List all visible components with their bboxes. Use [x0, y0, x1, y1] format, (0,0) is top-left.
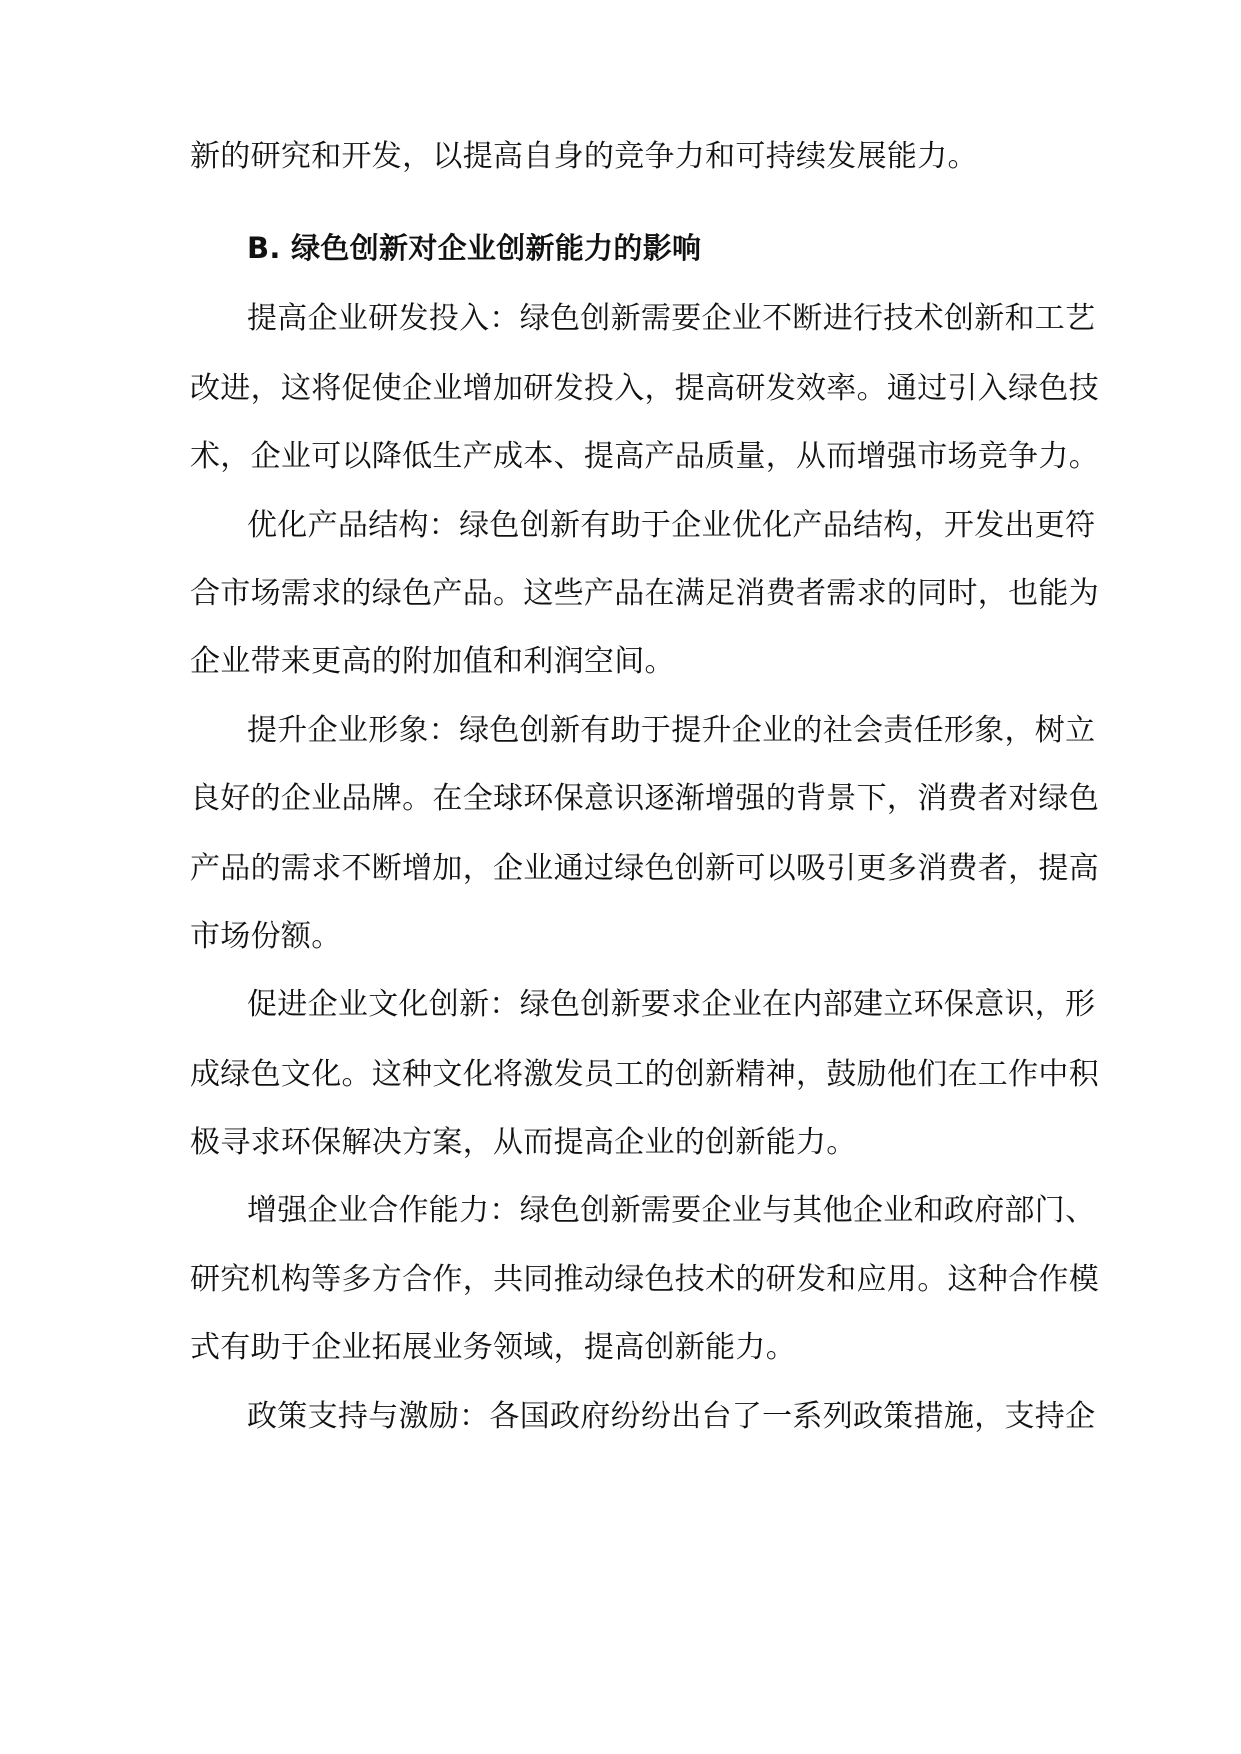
paragraph-line: 术，企业可以降低生产成本、提高产品质量，从而增强市场竞争力。: [190, 439, 1099, 474]
paragraph-line: 成绿色文化。这种文化将激发员工的创新精神，鼓励他们在工作中积: [190, 1057, 1099, 1092]
paragraph-line: 市场份额。: [190, 919, 342, 954]
paragraph-line: 产品的需求不断增加，企业通过绿色创新可以吸引更多消费者，提高: [190, 851, 1099, 886]
section-heading: B. 绿色创新对企业创新能力的影响: [247, 231, 702, 265]
paragraph-line: 良好的企业品牌。在全球环保意识逐渐增强的背景下，消费者对绿色: [190, 781, 1099, 816]
paragraph-line: 提高企业研发投入：绿色创新需要企业不断进行技术创新和工艺: [247, 301, 1096, 336]
paragraph-line: 优化产品结构：绿色创新有助于企业优化产品结构，开发出更符: [247, 508, 1096, 543]
paragraph-line: 政策支持与激励：各国政府纷纷出台了一系列政策措施，支持企: [247, 1399, 1096, 1434]
paragraph-line: 改进，这将促使企业增加研发投入，提高研发效率。通过引入绿色技: [190, 371, 1099, 406]
paragraph-line: 提升企业形象：绿色创新有助于提升企业的社会责任形象，树立: [247, 713, 1096, 748]
paragraph-line: 合市场需求的绿色产品。这些产品在满足消费者需求的同时，也能为: [190, 576, 1099, 611]
paragraph-line: 新的研究和开发，以提高自身的竞争力和可持续发展能力。: [190, 139, 978, 174]
paragraph-line: 研究机构等多方合作，共同推动绿色技术的研发和应用。这种合作模: [190, 1262, 1099, 1297]
paragraph-line: 增强企业合作能力：绿色创新需要企业与其他企业和政府部门、: [247, 1193, 1096, 1228]
paragraph-line: 企业带来更高的附加值和利润空间。: [190, 644, 675, 679]
paragraph-line: 极寻求环保解决方案，从而提高企业的创新能力。: [190, 1125, 857, 1160]
paragraph-line: 式有助于企业拓展业务领域，提高创新能力。: [190, 1330, 796, 1365]
paragraph-line: 促进企业文化创新：绿色创新要求企业在内部建立环保意识，形: [247, 987, 1096, 1022]
